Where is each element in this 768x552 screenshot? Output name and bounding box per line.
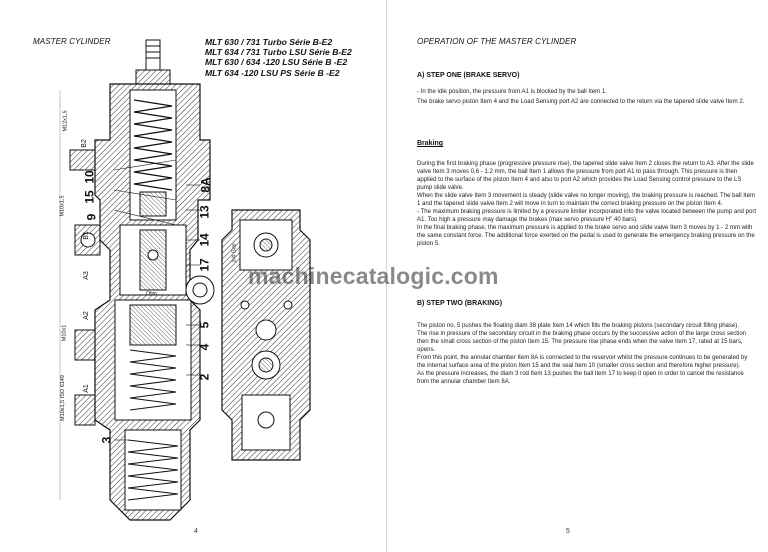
port-label-a2: A2: [82, 311, 90, 320]
section-heading-braking: Braking: [417, 140, 444, 147]
model-line: MLT 630 / 634 -120 LSU Série B -E2: [205, 57, 348, 68]
model-line: MLT 634 -120 LSU PS Série B -E2: [205, 67, 340, 78]
center-label: Ohm: [146, 291, 157, 297]
section-heading-a: A) STEP ONE (BRAKE SERVO): [417, 72, 520, 79]
item-label-2: 2: [197, 373, 212, 381]
section-heading-b: B) STEP TWO (BRAKING): [417, 300, 503, 307]
paragraph: When the slide valve Item 3 movement is steady (slide valve no longer moving), the braking pressure is reached. The ball Item 1 and the tapered slide valve Item 2 will move in turn to maintain the correct braking pressure on the piston Item 4.: [417, 193, 756, 207]
paragraph: During the first braking phase (progressive pressure rise), the tapered slide valve Item 2 closes the return to A3. After the slide valve Item 3 moves 0.6 - 1.2 mm, the ball Item 1 allows the pressure from port A1 to pass through. This pressure is then applied to the surface of the piston Item 4 and also to port A2 which provides the Load Sensing control pressure to the LS pump slide valve.: [417, 161, 754, 191]
item-label-5: 5: [197, 321, 212, 329]
section-a-body: [417, 88, 757, 106]
thread-label: 1/4 Gas: [231, 243, 238, 263]
item-label-13: 13: [197, 205, 212, 219]
paragraph: From this point, the annular chamber Item 8A is connected to the reservoir whilst the pressure continues to be generated by the internal surface area of the piston Item 15 and the seal Item 10 (smaller cross section and therefore higher pressure).: [417, 355, 748, 369]
thread-label: M10x1,5: [59, 195, 66, 217]
section-b-body: [417, 322, 757, 386]
paragraph: The rise in pressure of the secondary circuit in the braking phase occurs by the successive action of the large cross section then the small cross section of the piston Item 15. The pressure rise phase ends when the valve Item 17, rated at 15 bars, opens.: [417, 331, 747, 353]
paragraph: - The maximum braking pressure is limited by a pressure limiter incorporated into the valve located between the pump and port A1. Too high a pressure may damage the brakes (max servo pressure H" 40 bars).: [417, 209, 757, 223]
port-label-b1: B1: [82, 231, 90, 240]
item-label-15: 15: [82, 190, 97, 204]
page-title: MASTER CYLINDER: [33, 37, 111, 46]
item-label-3: 3: [99, 436, 114, 444]
paragraph: In the final braking phase, the maximum pressure is applied to the brake servo and slide valve Item 3 moves by 1 - 2 mm with the same constant force. The additional force exerted on the pedal is used to generate the emergency braking pressure on the piston 5.: [417, 225, 755, 247]
thread-label: M10x1: [61, 324, 68, 342]
thread-label: M12x1,5: [62, 110, 69, 132]
item-label-4: 4: [197, 343, 212, 351]
thread-label: M10x1,5 ISO 6149: [59, 375, 66, 421]
watermark: machinecatalogic.com: [248, 263, 499, 289]
page-title: OPERATION OF THE MASTER CYLINDER: [417, 37, 577, 46]
item-label-9: 9: [84, 213, 99, 221]
item-label-14: 14: [197, 233, 212, 247]
item-label-8a: 8A: [198, 177, 213, 193]
item-label-17: 17: [197, 258, 212, 272]
port-label-a1: A1: [82, 384, 90, 393]
braking-body: [417, 160, 757, 248]
paragraph: The piston no. 5 pushes the floating diam 38 plate Item 14 which fills the braking pistons (secondary circuit filling phase).: [417, 323, 740, 329]
model-line: MLT 634 / 731 Turbo LSU Série B-E2: [205, 47, 352, 58]
paragraph: - In the idle position, the pressure from A1 is blocked by the ball Item 1.: [417, 89, 607, 95]
model-line: MLT 630 / 731 Turbo Série B-E2: [205, 37, 333, 47]
port-label-a3: A3: [82, 271, 90, 280]
page-number: 5: [566, 528, 570, 535]
page-number: 4: [194, 528, 198, 535]
paragraph: As the pressure increases, the diam 3 rod Item 13 pushes the ball Item 17 to keep it open in order to cancel the resistance from the annular chamber Item 8A.: [417, 371, 744, 385]
port-label-b2: B2: [80, 139, 88, 148]
item-label-10: 10: [82, 170, 97, 184]
paragraph: The brake servo piston Item 4 and the Load Sensing port A2 are connected to the return via the tapered slide valve Item 2.: [417, 99, 745, 105]
